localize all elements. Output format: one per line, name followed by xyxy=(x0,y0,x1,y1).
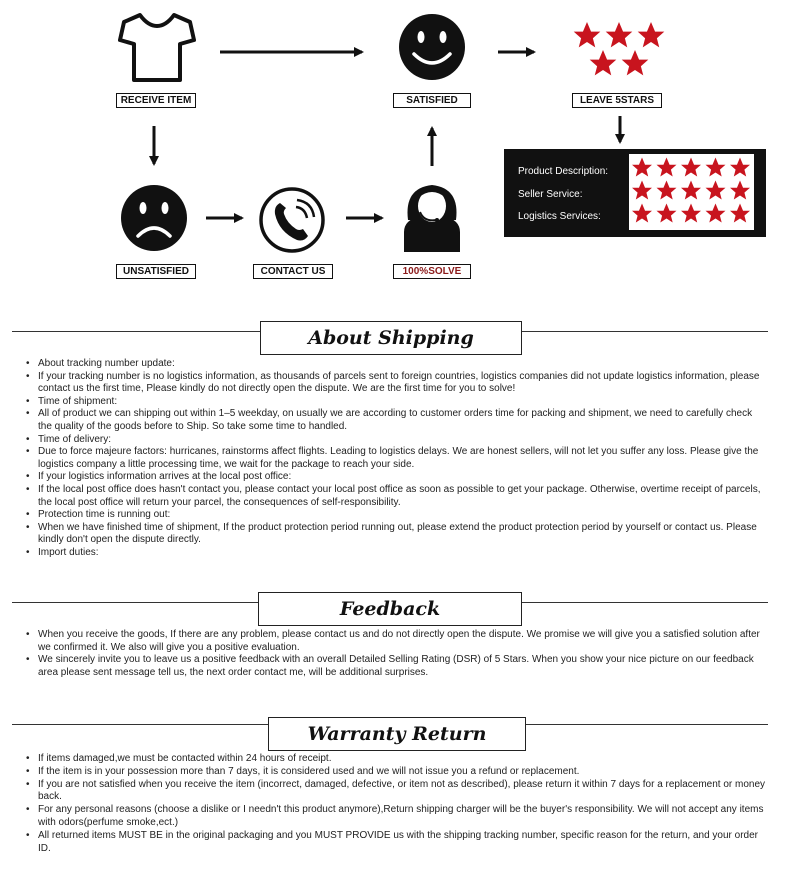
warranty-title: Warranty Return xyxy=(307,723,487,745)
rating-star xyxy=(730,158,750,177)
list-item: • If the local post office does hasn't contact you, please contact your local post office as soon as possible to get your package. Otherwise, overtime receipt of parcels, the local post office will return your parcel, the consequences of self-responsibility. xyxy=(26,484,766,509)
list-item: • Protection time is running out: xyxy=(26,509,766,522)
label-contact-us: CONTACT US xyxy=(253,264,333,279)
list-item: • Time of shipment: xyxy=(26,396,766,409)
list-item: • If your logistics information arrives at the local post office: xyxy=(26,471,766,484)
rating-star xyxy=(657,181,677,200)
feedback-list xyxy=(26,629,766,679)
label-unsatisfied: UNSATISFIED xyxy=(116,264,196,279)
five-stars-icon xyxy=(574,22,665,75)
phone-icon xyxy=(261,189,323,251)
rating-star xyxy=(657,158,677,177)
rating-star xyxy=(706,204,726,223)
feedback-title: Feedback xyxy=(339,598,441,620)
label-receive-item: RECEIVE ITEM xyxy=(116,93,196,108)
list-item: • For any personal reasons (choose a dislike or I needn't this product anymore),Return shipping charger will be the buyer's responsibility. We will not accept any items with odors(perfume smoke,ect.) xyxy=(26,804,766,830)
rating-stars-box xyxy=(629,154,754,230)
rating-star xyxy=(681,158,701,177)
label-solve: 100%SOLVE xyxy=(393,264,471,279)
list-item: • When we have finished time of shipment, If the product protection period running out, please extend the product protection period by yourself or contact us. Please kindly don't open the dispute directly. xyxy=(26,522,766,547)
rating-row-label: Seller Service: xyxy=(518,189,583,200)
list-item: • All of product we can shipping out within 1–5 weekday, on usually we are according to customer orders time for packing and shipment, we need to carefully check the quality of the goods before to Ship. So take some time to handled. xyxy=(26,408,766,433)
list-item: • Due to force majeure factors: hurricanes, rainstorms affect flights. Leading to logistics delays. We are honest sellers, will not let you suffer any loss. Please give the logistics company a little processing time, we wait for the package to reach your side. xyxy=(26,446,766,471)
list-item: • All returned items MUST BE in the original packaging and you MUST PROVIDE us with the shipping tracking number, specific reason for the return, and your order ID. xyxy=(26,830,766,856)
list-item: • We sincerely invite you to leave us a positive feedback with an overall Detailed Selling Rating (DSR) of 5 Stars. When you show your nice picture on our feedback area please sent message tell us, the next order contact me, will be additional surprises. xyxy=(26,654,766,679)
rating-star xyxy=(706,158,726,177)
list-item: • Time of delivery: xyxy=(26,434,766,447)
rating-row-label: Logistics Services: xyxy=(518,211,601,222)
list-item: • If the item is in your possession more than 7 days, it is considered used and we will not issue you a refund or replacement. xyxy=(26,766,766,779)
list-item: • If your tracking number is no logistics information, as thousands of parcels sent to foreign countries, logistics companies did not update logistics information, please contact us the first time, Please kindly do not directly open the dispute. We are the first time for you to solve! xyxy=(26,371,766,396)
warranty-title-box xyxy=(268,717,526,751)
sad-face-icon xyxy=(121,185,187,251)
rating-star xyxy=(730,204,750,223)
label-leave-stars: LEAVE 5STARS xyxy=(572,93,662,108)
list-item: • About tracking number update: xyxy=(26,358,766,371)
rating-row-label: Product Description: xyxy=(518,166,609,177)
rating-star xyxy=(632,181,652,200)
list-item: • If items damaged,we must be contacted within 24 hours of receipt. xyxy=(26,753,766,766)
shipping-list xyxy=(26,358,766,560)
support-agent-icon xyxy=(404,185,460,252)
rating-star xyxy=(730,181,750,200)
list-item: • Import duties: xyxy=(26,547,766,560)
shipping-title-box xyxy=(260,321,522,355)
rating-star xyxy=(657,204,677,223)
rating-stars xyxy=(629,154,754,230)
feedback-title-box xyxy=(258,592,522,626)
label-satisfied: SATISFIED xyxy=(393,93,471,108)
shipping-title: About Shipping xyxy=(308,327,474,349)
rating-star xyxy=(706,181,726,200)
rating-star xyxy=(632,158,652,177)
tshirt-icon xyxy=(120,15,194,80)
rating-star xyxy=(681,181,701,200)
warranty-list xyxy=(26,753,766,855)
list-item: • If you are not satisfied when you receive the item (incorrect, damaged, defective, or item not as described), please return it within 7 days for a replacement or money back. xyxy=(26,779,766,805)
rating-panel xyxy=(504,149,766,237)
rating-star xyxy=(681,204,701,223)
list-item: • When you receive the goods, If there are any problem, please contact us and do not directly open the dispute. We promise we will give you a satisfied solution after we confirmed it. We also will give you a positive evaluation. xyxy=(26,629,766,654)
happy-face-icon xyxy=(399,14,465,80)
rating-star xyxy=(632,204,652,223)
